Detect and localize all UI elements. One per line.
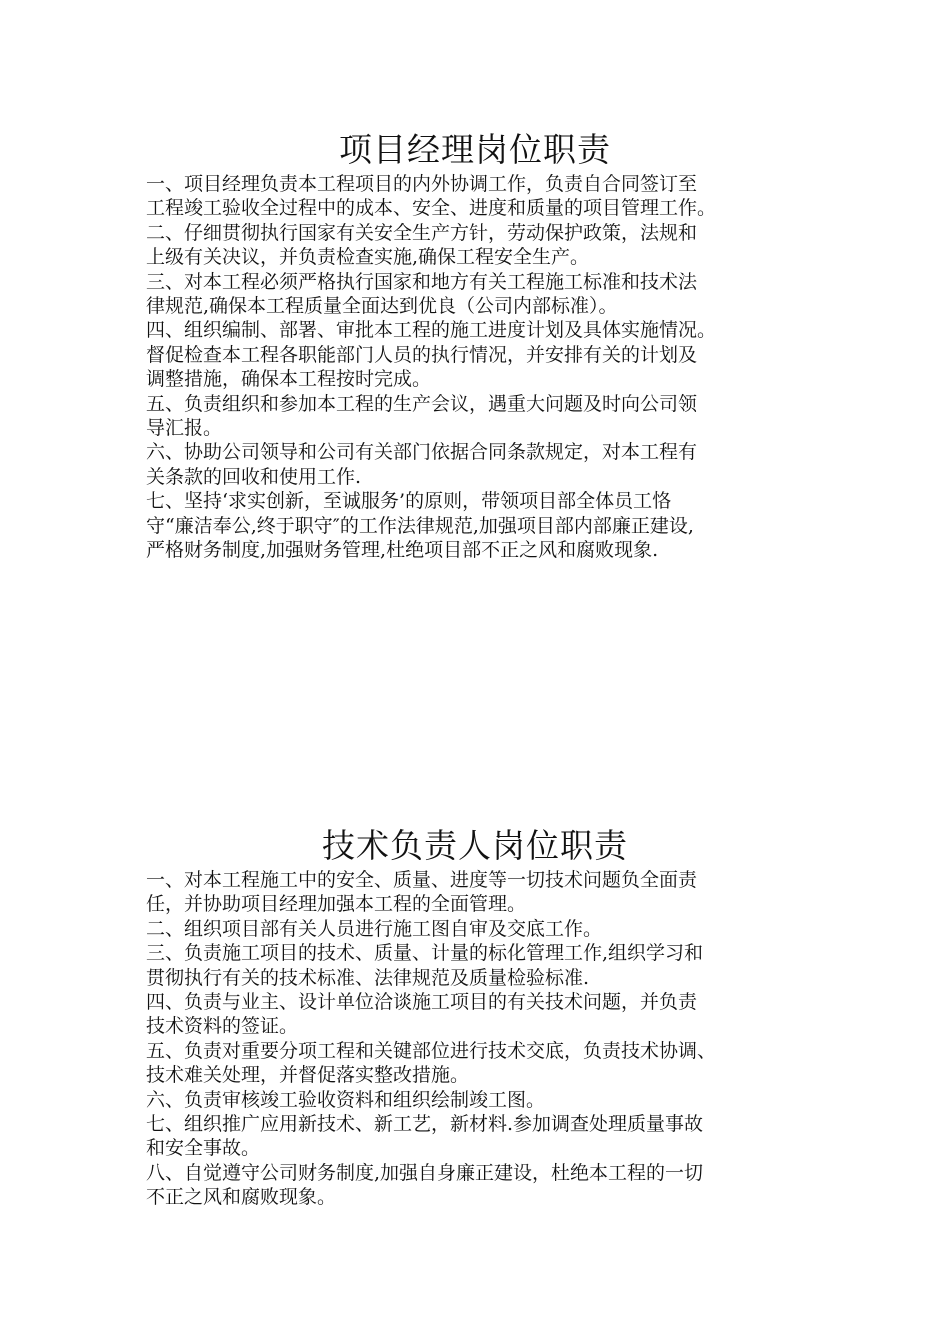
text-line: 守“廉洁奉公,终于职守″的工作法律规范,加强项目部内部廉正建设,: [146, 514, 694, 537]
text-line: 关条款的回收和使用工作.: [146, 465, 362, 488]
section-title: 技术负责人岗位职责: [322, 826, 628, 865]
section-title: 项目经理岗位职责: [339, 130, 611, 169]
section-body: [146, 172, 826, 563]
text-line: 和安全事故。: [146, 1137, 261, 1160]
text-line: 技术资料的签证。: [146, 1015, 299, 1038]
text-line: 二、组织项目部有关人员进行施工图自审及交底工作。: [146, 917, 603, 940]
text-line: 调整措施，确保本工程按时完成。: [146, 368, 432, 391]
text-line: 五、负责组织和参加本工程的生产会议，遇重大问题及时向公司领: [146, 392, 698, 415]
section-body: [146, 868, 826, 1210]
text-line: 四、组织编制、部署、审批本工程的施工进度计划及具体实施情况。: [146, 319, 717, 342]
text-line: 七、坚持‘求实创新，至诚服务’的原则，带领项目部全体员工恪: [146, 490, 672, 513]
text-line: 任，并协助项目经理加强本工程的全面管理。: [146, 893, 527, 916]
text-line: 五、负责对重要分项工程和关键部位进行技术交底，负责技术协调、: [146, 1039, 717, 1062]
text-line: 一、对本工程施工中的安全、质量、进度等一切技术问题负全面责: [146, 869, 698, 891]
section-technical-lead: [0, 824, 950, 1209]
text-line: 七、组织推广应用新技术、新工艺，新材料.参加调查处理质量事故: [146, 1113, 704, 1136]
text-line: 督促检查本工程各职能部门人员的执行情况，并安排有关的计划及: [146, 343, 698, 366]
text-line: 不正之风和腐败现象。: [146, 1186, 337, 1209]
text-line: 导汇报。: [146, 417, 223, 440]
text-line: 律规范,确保本工程质量全面达到优良（公司内部标准）。: [146, 295, 618, 318]
text-line: 六、协助公司领导和公司有关部门依据合同条款规定，对本工程有: [146, 441, 698, 464]
text-line: 三、对本工程必须严格执行国家和地方有关工程施工标准和技术法: [146, 270, 698, 293]
text-line: 一、项目经理负责本工程项目的内外协调工作，负责自合同签订至: [146, 173, 698, 195]
text-line: 二、仔细贯彻执行国家有关安全生产方针，劳动保护政策，法规和: [146, 221, 698, 244]
text-line: 上级有关决议，并负责检查实施,确保工程安全生产。: [146, 246, 590, 269]
text-line: 贯彻执行有关的技术标准、法律规范及质量检验标准.: [146, 966, 590, 989]
section-project-manager: [0, 128, 950, 562]
text-line: 严格财务制度,加强财务管理,杜绝项目部不正之风和腐败现象.: [146, 539, 659, 562]
text-line: 四、负责与业主、设计单位洽谈施工项目的有关技术问题，并负责: [146, 991, 698, 1014]
text-line: 技术难关处理，并督促落实整改措施。: [146, 1064, 470, 1087]
text-line: 三、负责施工项目的技术、质量、计量的标化管理工作,组织学习和: [146, 942, 704, 965]
text-line: 工程竣工验收全过程中的成本、安全、进度和质量的项目管理工作。: [146, 197, 717, 220]
text-line: 六、负责审核竣工验收资料和组织绘制竣工图。: [146, 1088, 546, 1111]
text-line: 八、自觉遵守公司财务制度,加强自身廉正建设，杜绝本工程的一切: [146, 1161, 704, 1184]
